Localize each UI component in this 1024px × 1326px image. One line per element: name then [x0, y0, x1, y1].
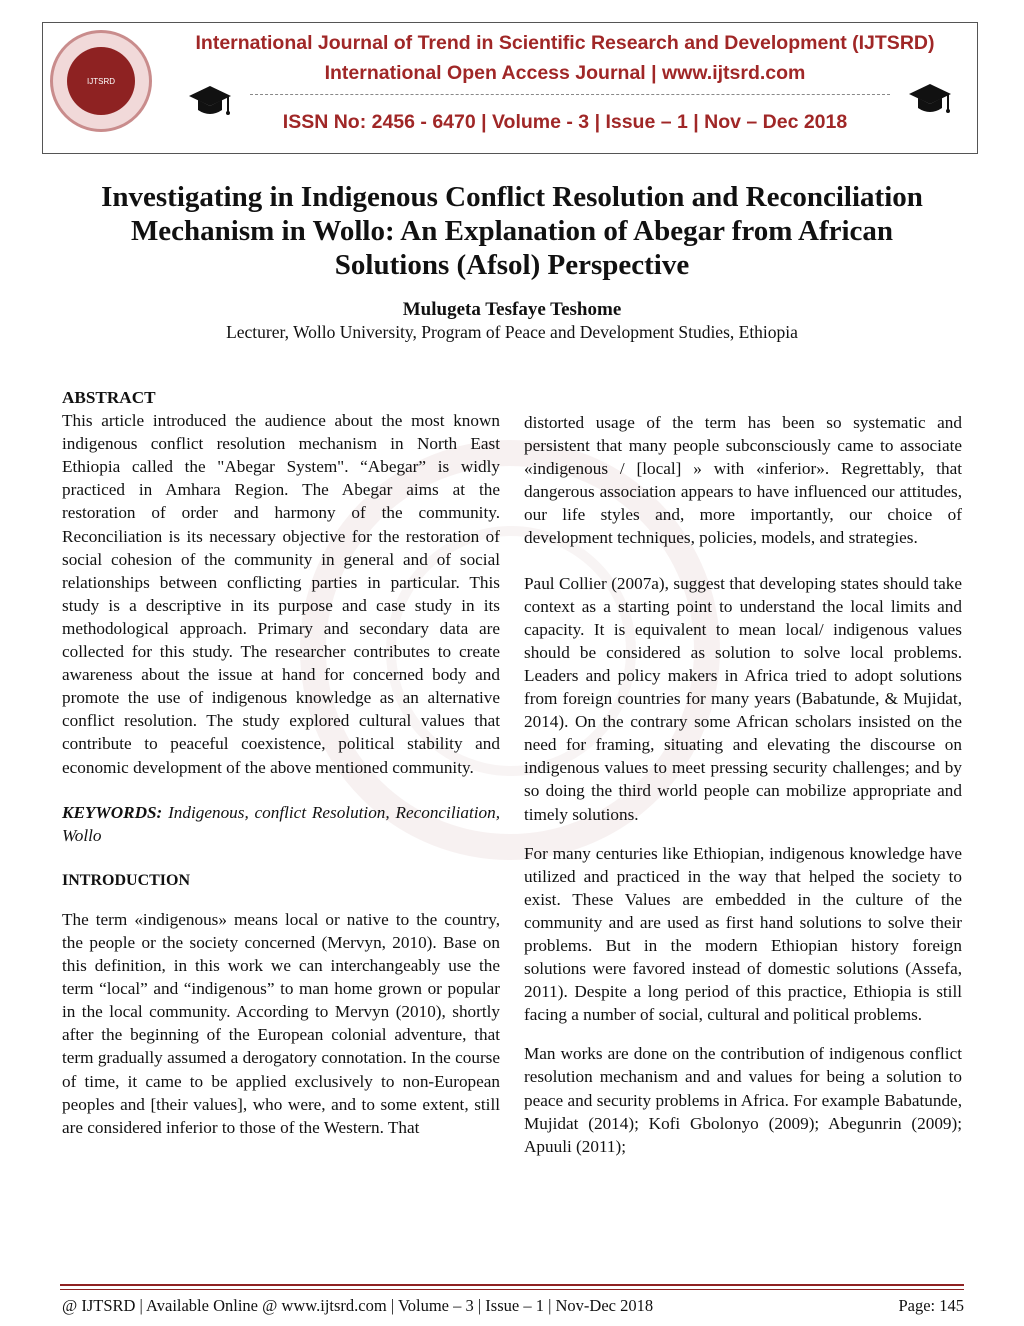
- footer-rule: [60, 1284, 964, 1286]
- left-column: [62, 386, 500, 1139]
- paragraph: Paul Collier (2007a), suggest that developing states should take context as a starting point to understand the local limits and capacity. It is equivalent to mean local/ indigenous values should be considered as solution to solve local problems. Leaders and policy makers in Africa tried to adopt solutions from foreign countries for many years (Babatunde, & Mujidat, 2014). On the contrary some African scholars insisted on the need for framing, situating and elevating the discourse on indigenous values to meet pressing security challenges; and by so doing the third world people can mobilize appropriate and timely solutions.: [524, 573, 962, 824]
- title-line: Investigating in Indigenous Conflict Resolution and Reconciliation: [101, 181, 923, 213]
- paper-title: [60, 180, 964, 282]
- title-line: Solutions (Afsol) Perspective: [334, 249, 690, 281]
- graduation-cap-icon: [908, 80, 952, 120]
- keywords: [62, 801, 500, 847]
- paragraph: Man works are done on the contribution of indigenous conflict resolution mechanism and and values for being a solution to peace and security problems in Africa. For example Babatunde, Mujidat (2014); Kofi Gbolonyo (2009); Abegunrin (2009); Apuuli (2011);: [524, 1044, 962, 1156]
- graduation-cap-icon: [188, 82, 232, 122]
- author-name: Mulugeta Tesfaye Teshome: [402, 299, 622, 320]
- paragraph: For many centuries like Ethiopian, indigenous knowledge have utilized and practiced in the way that helped the society to exist. These Values are embedded in the culture of the community and are used as first hand solutions to solve their problems. But in the modern Ethiopian history foreign solutions were favored instead of domestic solutions (Assefa, 2011). Despite a long period of this practice, Ethiopia is still facing a number of social, cultural and political problems.: [524, 843, 962, 1025]
- abstract-text: This article introduced the audience about the most known indigenous conflict resolution mechanism in North East Ethiopia called the "Abegar System". “Abegar” is widly practiced in Amhara Region. The Abegar aims at the restoration of order and harmony of the community. Reconciliation is its necessary objective for the restoration of social cohesion of the community in general and of social relationships between conflicting parties in particular. This study is a descriptive in its purpose and case study in its methodological approach. Primary and secondary data are collected for this study. The researcher contributes to create awareness about the issue at hand for concerned body and promote the use of indigenous knowledge as an alternative conflict resolution. The study explored cultural values that contribute to peaceful coexistence, political stability and economic development of the above mentioned community.: [62, 411, 500, 777]
- page-footer: [62, 1296, 964, 1316]
- seal-text: IJTSRD: [87, 76, 115, 86]
- abstract-heading: ABSTRACT: [62, 388, 156, 407]
- issn-line: ISSN No: 2456 - 6470 | Volume - 3 | Issue – 1 | Nov – Dec 2018: [282, 111, 848, 133]
- keywords-text: Indigenous, conflict Resolution, Reconciliation, Wollo: [62, 802, 501, 845]
- header-divider: [250, 94, 890, 95]
- keywords-label: KEYWORDS:: [62, 802, 163, 822]
- seal-center: [67, 47, 135, 115]
- page-number: Page: 145: [898, 1296, 964, 1315]
- paragraph: distorted usage of the term has been so systematic and persistent that many people subconsciously came to associate «indigenous / [local] » with «inferior». Regrettably, that dangerous association appears to have influenced our attitudes, our life styles and, more importantly, our choice of development techniques, policies, models, and strategies.: [524, 413, 962, 548]
- footer-rule: [60, 1289, 964, 1290]
- footer-citation: @ IJTSRD | Available Online @ www.ijtsrd.com | Volume – 3 | Issue – 1 | Nov-Dec 2018: [62, 1296, 654, 1315]
- introduction-text: The term «indigenous» means local or native to the country, the people or the society concerned (Mervyn, 2010). Base on this definition, in this work we can interchangeably use the term “local” and “indigenous” to man home grown or popular in the local community. According to Mervyn (2010), shortly after the beginning of the European colonial adventure, that term gradually assumed a derogatory connotation. In the course of time, it came to be applied exclusively to non-European peoples and [their values], who were, and to some extent, still are considered inferior to those of the Western. That: [62, 909, 500, 1137]
- journal-name: International Journal of Trend in Scientific Research and Development (IJTSRD): [195, 32, 935, 54]
- author-affiliation: Lecturer, Wollo University, Program of Peace and Development Studies, Ethiopia: [226, 322, 798, 342]
- open-access-line: International Open Access Journal | www.ijtsrd.com: [324, 62, 806, 84]
- right-column: [524, 411, 962, 1158]
- journal-seal-logo: [50, 30, 152, 132]
- title-line: Mechanism in Wollo: An Explanation of Abegar from African: [130, 215, 894, 247]
- introduction-heading: INTRODUCTION: [62, 871, 191, 889]
